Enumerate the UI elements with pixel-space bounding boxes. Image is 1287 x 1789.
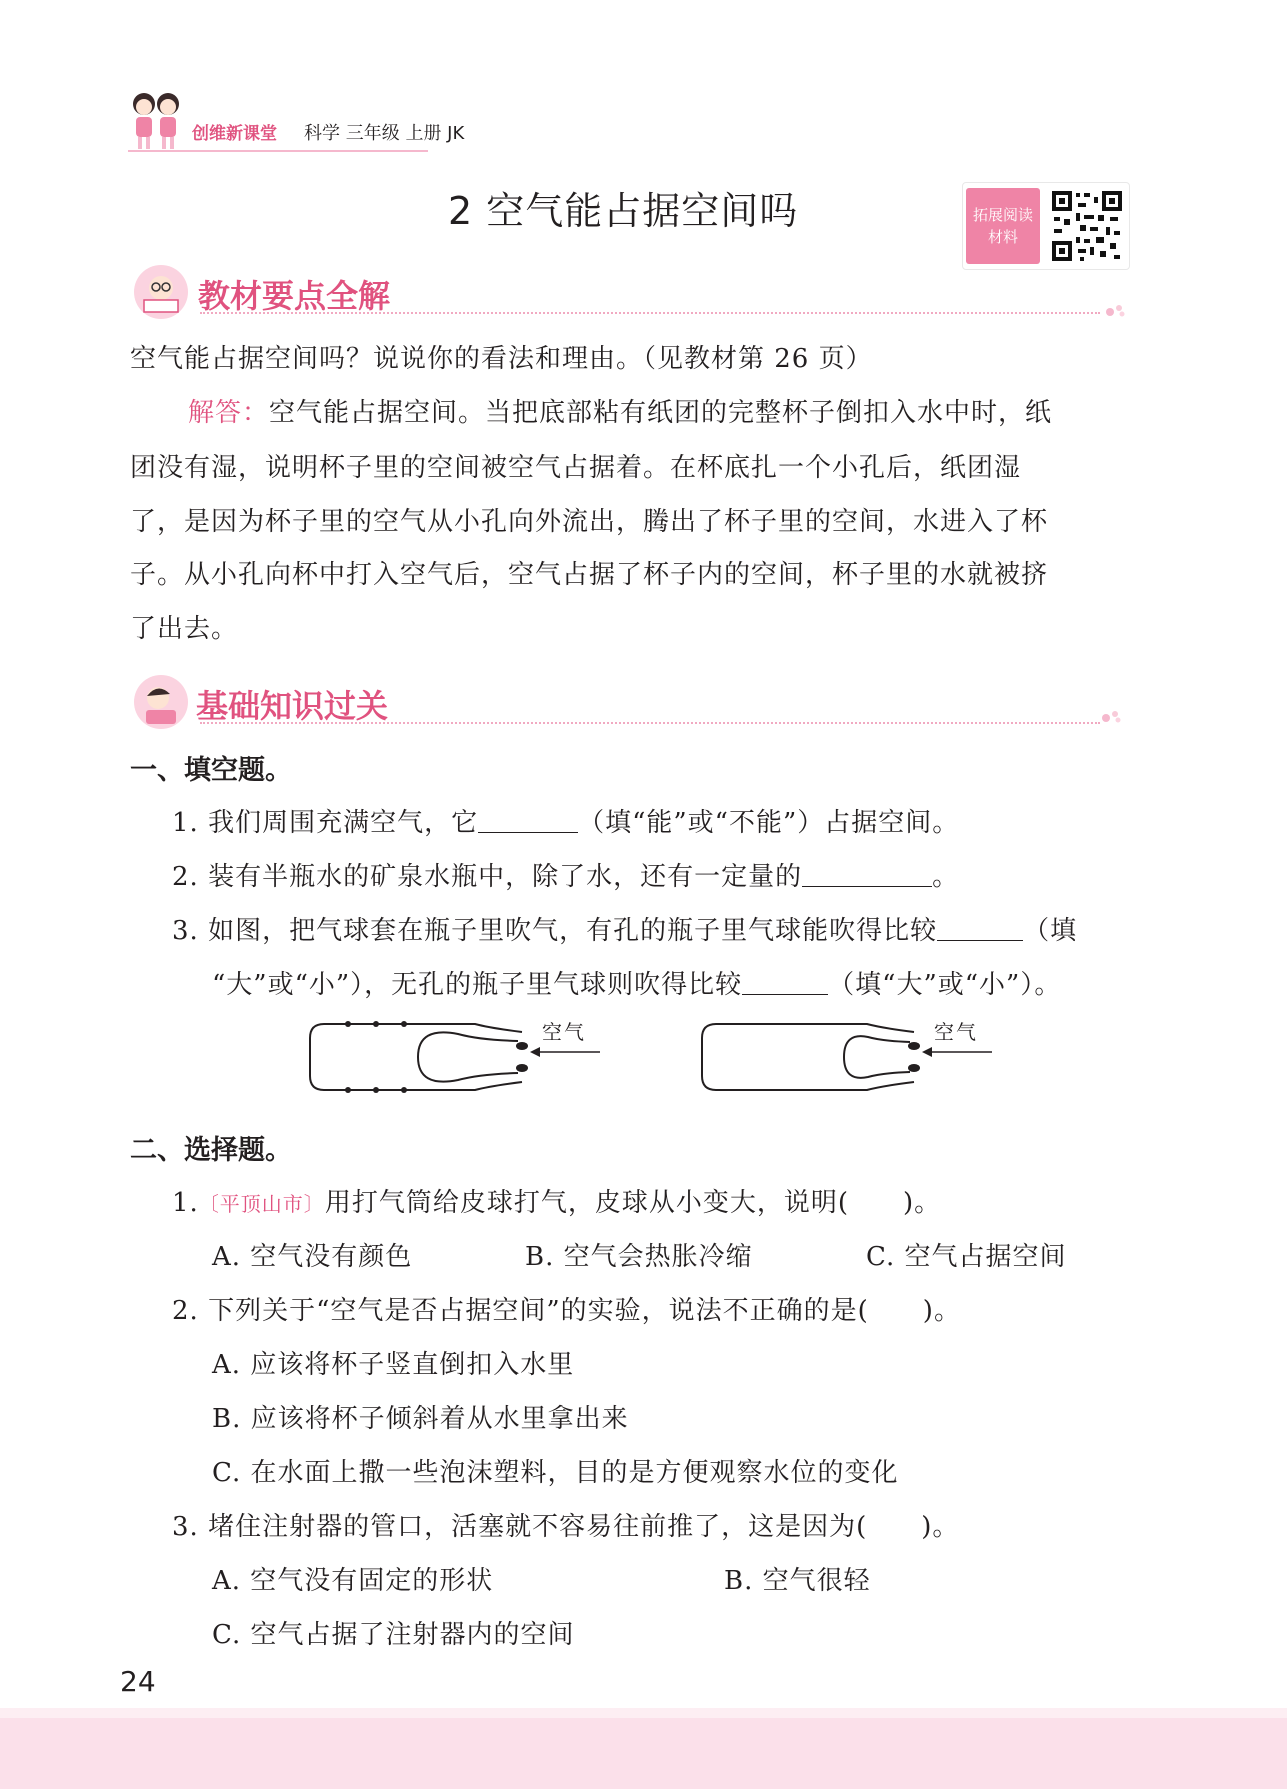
choice-q3-option-a[interactable]: A. 空气没有固定的形状 — [212, 1566, 494, 1596]
answer-label: 解答： — [188, 398, 270, 428]
choice-q3-option-c[interactable]: C. 空气占据了注射器内的空间 — [212, 1620, 575, 1650]
region-tag: 〔平顶山市〕 — [198, 1192, 325, 1216]
fill-question-2 — [172, 856, 959, 893]
section-heading-key-points: 教材要点全解 — [198, 277, 391, 315]
air-label-left: 空气 — [542, 1020, 586, 1044]
answer-blank[interactable] — [478, 810, 578, 833]
choice-q1-option-a[interactable]: A. 空气没有颜色 — [212, 1242, 413, 1272]
brand-name: 创维新课堂 — [192, 124, 277, 144]
fill-q3-hint-2: （填“大”或“小”）。 — [828, 970, 1062, 1000]
decor-dots-icon — [1104, 300, 1128, 320]
fill-blank-title: 一、填空题。 — [130, 755, 292, 786]
answer-blank[interactable] — [742, 972, 828, 995]
qr-label — [966, 188, 1040, 264]
choice-q1-text: 用打气筒给皮球打气，皮球从小变大，说明( )。 — [324, 1188, 942, 1218]
answer-line-2: 团没有湿，说明杯子里的空间被空气占据着。在杯底扎一个小孔后，纸团湿 — [130, 453, 1022, 483]
choice-question-1 — [172, 1182, 941, 1219]
header-divider — [128, 150, 428, 152]
qr-label-line1: 拓展阅读 — [972, 206, 1033, 224]
textbook-question: 空气能占据空间吗？说说你的看法和理由。（见教材第 26 页） — [130, 344, 873, 374]
answer-line-1: 空气能占据空间。当把底部粘有纸团的完整杯子倒扣入水中时，纸 — [269, 398, 1053, 428]
page-number: 24 — [120, 1665, 156, 1698]
fill-q2-text: 2. 装有半瓶水的矿泉水瓶中，除了水，还有一定量的 — [172, 862, 803, 892]
qr-code-icon[interactable] — [1050, 189, 1124, 263]
choice-q1-option-c[interactable]: C. 空气占据空间 — [866, 1242, 1067, 1272]
choice-q2-option-a[interactable]: A. 应该将杯子竖直倒扣入水里 — [212, 1350, 575, 1380]
choice-title: 二、选择题。 — [130, 1135, 292, 1166]
decor-dots-icon — [1100, 706, 1124, 726]
subject-info: 科学 三年级 上册 JK — [304, 123, 465, 144]
choice-question-3: 3. 堵住注射器的管口，活塞就不容易往前推了，这是因为( )。 — [172, 1512, 960, 1542]
answer-blank[interactable] — [937, 918, 1023, 941]
page-title: 2 空气能占据空间吗 — [448, 189, 799, 233]
fill-q2-end: 。 — [932, 862, 960, 892]
section-divider — [200, 722, 1100, 724]
section-book-icon — [130, 264, 192, 320]
answer-line-4: 子。从小孔向杯中打入空气后，空气占据了杯子内的空间，杯子里的水就被挤 — [130, 560, 1049, 590]
section-divider — [200, 312, 1100, 314]
fill-question-3 — [172, 910, 1077, 947]
section-child-icon — [130, 674, 192, 730]
choice-q1-option-b[interactable]: B. 空气会热胀冷缩 — [525, 1242, 753, 1272]
answer-blank[interactable] — [802, 864, 932, 887]
fill-q3-text-2: “大”或“小”），无孔的瓶子里气球则吹得比较 — [212, 970, 743, 1000]
footer-band-light — [0, 1708, 1287, 1718]
mascot-children-icon — [126, 88, 188, 154]
fill-q3-hint: （填 — [1023, 916, 1078, 946]
section-heading-basics: 基础知识过关 — [196, 687, 389, 725]
fill-question-3-cont — [212, 964, 1061, 1001]
answer-line-3: 了，是因为杯子里的空气从小孔向外流出，腾出了杯子里的空间，水进入了杯 — [130, 507, 1049, 537]
fill-q3-text: 3. 如图，把气球套在瓶子里吹气，有孔的瓶子里气球能吹得比较 — [172, 916, 938, 946]
air-label-right: 空气 — [934, 1020, 978, 1044]
fill-q1-hint: （填“能”或“不能”）占据空间。 — [578, 808, 960, 838]
fill-q1-text: 1. 我们周围充满空气，它 — [172, 808, 479, 838]
choice-question-2: 2. 下列关于“空气是否占据空间”的实验，说法不正确的是( )。 — [172, 1296, 961, 1326]
choice-q1-num: 1. — [172, 1188, 199, 1218]
qr-label-line2: 材料 — [987, 228, 1018, 246]
choice-q3-option-b[interactable]: B. 空气很轻 — [724, 1566, 871, 1596]
answer-line-5: 了出去。 — [130, 614, 239, 644]
footer-band — [0, 1718, 1287, 1789]
choice-q2-option-b[interactable]: B. 应该将杯子倾斜着从水里拿出来 — [212, 1404, 629, 1434]
choice-q2-option-c[interactable]: C. 在水面上撒一些泡沫塑料，目的是方便观察水位的变化 — [212, 1458, 899, 1488]
fill-question-1 — [172, 802, 959, 839]
